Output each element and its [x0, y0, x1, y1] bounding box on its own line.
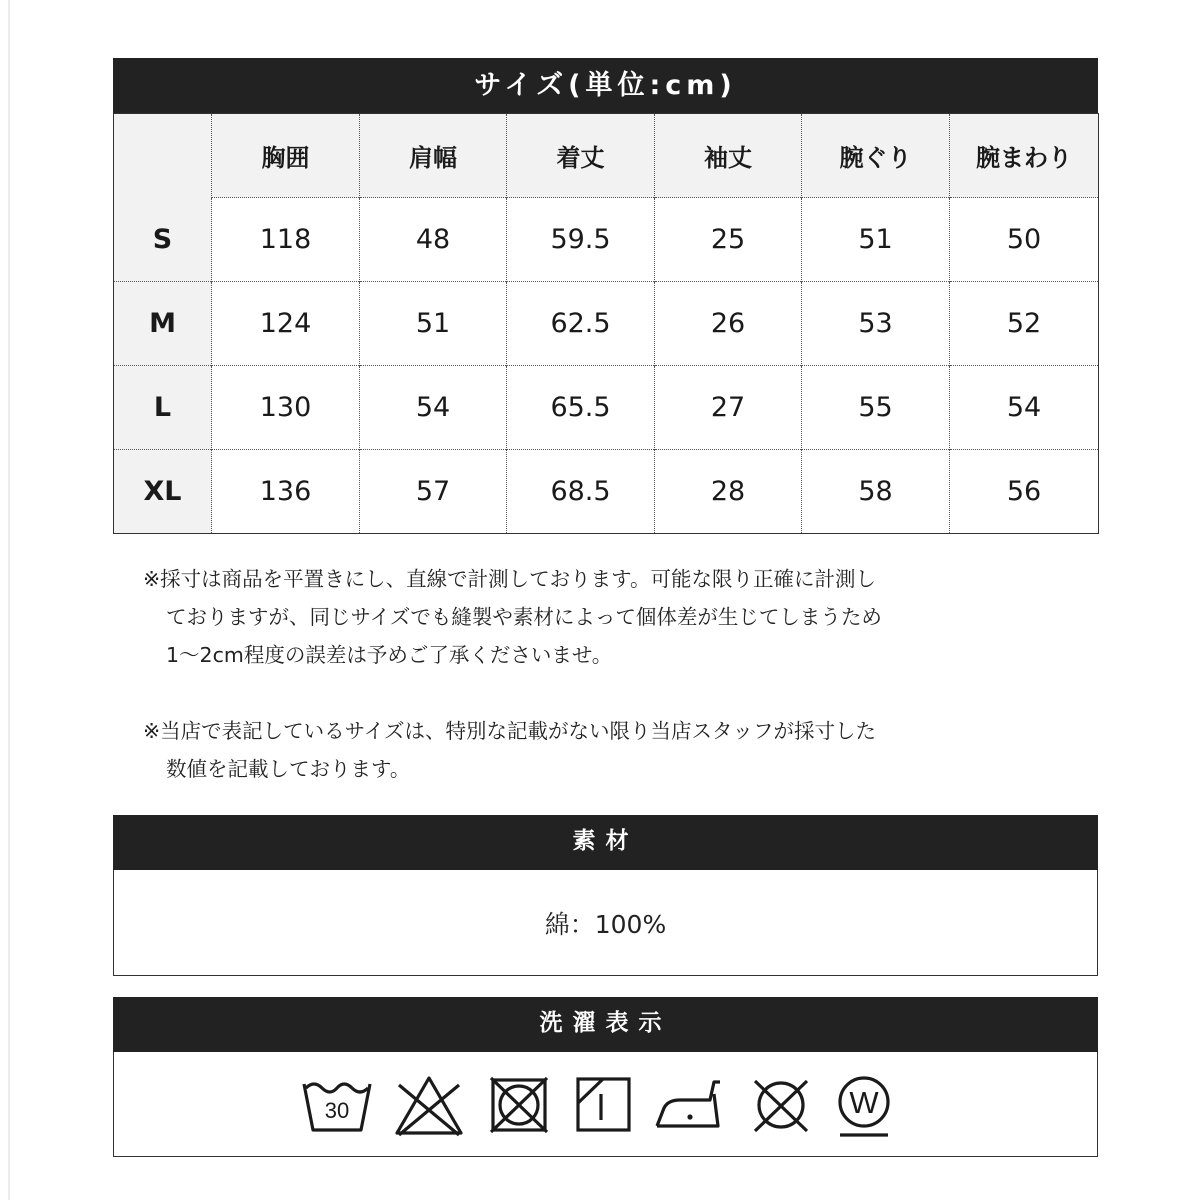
note-line: 1～2cm程度の誤差は予めご了承くださいませ。 — [166, 643, 613, 667]
no-dry-clean-icon — [749, 1074, 813, 1138]
table-cell: 50 — [950, 198, 1099, 282]
wet-clean-label: W — [849, 1085, 879, 1120]
material-body — [113, 870, 1098, 976]
wash-30-icon — [302, 1074, 372, 1138]
size-chart — [113, 58, 1098, 534]
table-cell: 124 — [212, 282, 360, 366]
table-cell: 62.5 — [507, 282, 655, 366]
size-label: L — [114, 366, 212, 450]
column-header-chest: 胸囲 — [212, 114, 360, 198]
table-cell: 56 — [950, 450, 1099, 534]
table-cell: 54 — [950, 366, 1099, 450]
material-value: 綿：100% — [544, 909, 667, 939]
size-table-header-row — [114, 114, 1099, 198]
table-cell: 68.5 — [507, 450, 655, 534]
table-cell: 118 — [212, 198, 360, 282]
material-section — [113, 815, 1098, 976]
table-cell: 58 — [802, 450, 950, 534]
note-line: ※当店で表記しているサイズは、特別な記載がない限り当店スタッフが採寸した — [143, 719, 877, 743]
note-line: ておりますが、同じサイズでも縫製や素材によって個体差が生じてしまうため — [166, 605, 882, 629]
table-row — [114, 282, 1099, 366]
size-chart-title: サイズ(単位:cm) — [113, 58, 1098, 113]
measurement-notes — [143, 560, 1023, 788]
table-cell: 51 — [360, 282, 507, 366]
size-label: S — [114, 198, 212, 282]
table-cell: 28 — [655, 450, 802, 534]
wet-clean-icon — [834, 1074, 894, 1138]
table-cell: 57 — [360, 450, 507, 534]
size-label: M — [114, 282, 212, 366]
table-cell: 65.5 — [507, 366, 655, 450]
table-cell: 51 — [802, 198, 950, 282]
note-size-notation — [143, 712, 1023, 788]
table-cell: 53 — [802, 282, 950, 366]
left-edge-rule — [8, 0, 10, 1200]
table-cell: 54 — [360, 366, 507, 450]
wash-temperature-label: 30 — [324, 1098, 350, 1123]
table-cell: 52 — [950, 282, 1099, 366]
column-header-arm-circumference: 腕まわり — [950, 114, 1099, 198]
material-title: 素材 — [113, 815, 1098, 870]
care-section — [113, 997, 1098, 1157]
table-row — [114, 198, 1099, 282]
table-cell: 59.5 — [507, 198, 655, 282]
column-header-sleeve: 袖丈 — [655, 114, 802, 198]
table-cell: 27 — [655, 366, 802, 450]
table-row — [114, 450, 1099, 534]
note-measurement — [143, 560, 1023, 674]
table-cell: 130 — [212, 366, 360, 450]
table-cell: 136 — [212, 450, 360, 534]
iron-low-icon — [654, 1074, 724, 1138]
note-line: 数値を記載しております。 — [166, 757, 411, 781]
column-header-length: 着丈 — [507, 114, 655, 198]
table-cell: 25 — [655, 198, 802, 282]
size-table — [113, 113, 1099, 534]
care-icons — [113, 1052, 1098, 1157]
corner-cell — [114, 114, 212, 198]
no-bleach-icon — [394, 1074, 464, 1138]
table-cell: 48 — [360, 198, 507, 282]
table-cell: 26 — [655, 282, 802, 366]
size-label: XL — [114, 450, 212, 534]
note-line: ※採寸は商品を平置きにし、直線で計測しております。可能な限り正確に計測し — [143, 567, 877, 591]
column-header-shoulder: 肩幅 — [360, 114, 507, 198]
care-title: 洗濯表示 — [113, 997, 1098, 1052]
table-cell: 55 — [802, 366, 950, 450]
column-header-armhole: 腕ぐり — [802, 114, 950, 198]
line-dry-shade-icon — [574, 1074, 634, 1138]
no-tumble-dry-icon — [489, 1074, 549, 1138]
table-row — [114, 366, 1099, 450]
